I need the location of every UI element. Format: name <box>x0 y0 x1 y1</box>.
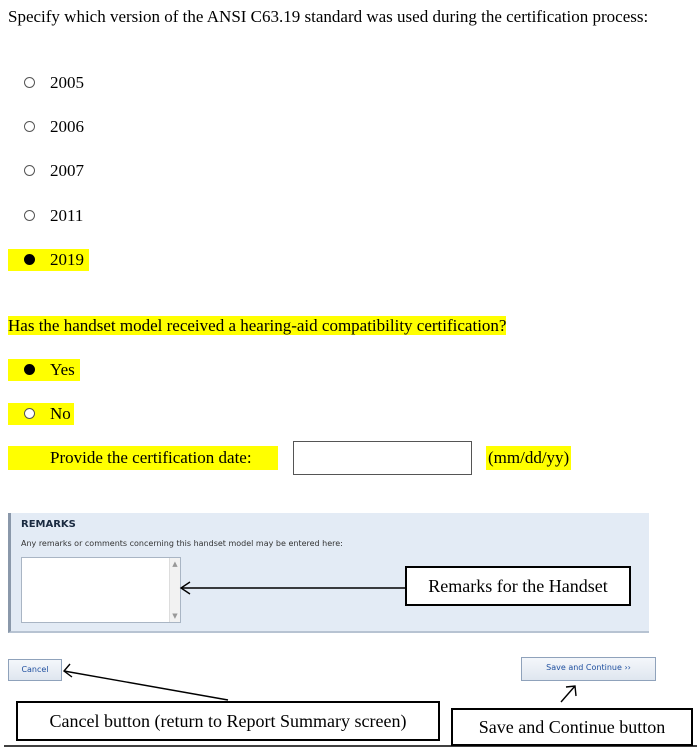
cancel-arrow-line <box>64 671 228 700</box>
certification-date-label: Provide the certification date: <box>50 448 252 467</box>
radio-label: Yes <box>50 360 75 379</box>
radio-label: 2005 <box>50 73 84 92</box>
cancel-arrow-head <box>64 664 72 677</box>
radio-label: No <box>50 404 71 423</box>
question-ansi-version: Specify which version of the ANSI C63.19 standard was used during the certification process: <box>8 7 649 26</box>
remarks-description: Any remarks or comments concerning this handset model may be entered here: <box>21 539 343 548</box>
radio-label: 2007 <box>50 161 84 180</box>
callout-cancel: Cancel button (return to Report Summary screen) <box>16 701 440 741</box>
remarks-title: REMARKS <box>21 519 76 530</box>
callout-save: Save and Continue button <box>451 708 693 746</box>
callout-remarks: Remarks for the Handset <box>405 566 631 606</box>
radio-label: 2006 <box>50 117 84 136</box>
date-format-hint: (mm/dd/yy) <box>486 446 571 470</box>
save-arrow-line <box>561 686 575 702</box>
save-and-continue-button[interactable]: Save and Continue ›› <box>521 657 656 681</box>
radio-label: 2019 <box>50 250 84 269</box>
radio-label: 2011 <box>50 206 84 225</box>
cancel-button[interactable]: Cancel <box>8 659 62 681</box>
scroll-down-icon[interactable]: ▼ <box>172 612 178 620</box>
scroll-up-icon[interactable]: ▲ <box>172 560 178 568</box>
question-hac-certification: Has the handset model received a hearing-aid compatibility certification? <box>8 316 507 335</box>
